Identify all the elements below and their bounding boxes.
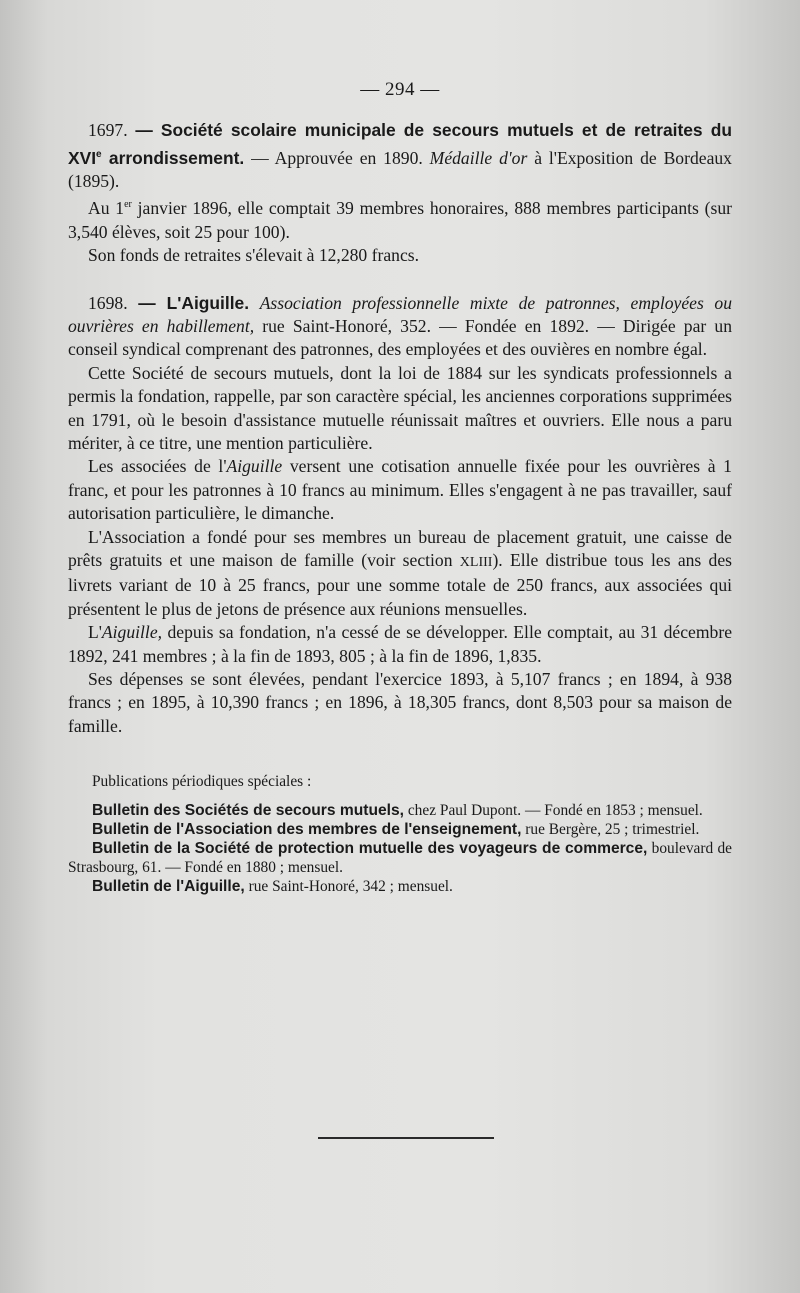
entry-1697-para1-rest: janvier 1896, elle comptait 39 membres honoraires, 888 membres participants (sur 3,540 élèves, soit 25 pour 100). xyxy=(68,198,732,242)
publication-title: Bulletin de la Société de protection mutuelle des voyageurs de commerce, xyxy=(92,840,648,858)
publications-section xyxy=(68,772,732,896)
entry-1698-subtitle: Association professionnelle mixte de patronnes, employées ou ouvrières en habillement, xyxy=(68,292,733,336)
publication-item xyxy=(68,877,732,896)
publication-details: rue Bergère, 25 ; trimestriel. xyxy=(525,821,700,839)
entry-1698-para3-after: ). Elle distribue tous les ans des livrets variant de 10 à 25 francs, pour une somme totale de 250 francs, aux associées qui présentent le plus de jetons de présence aux réunions mensuelles. xyxy=(68,549,732,619)
publication-details: boulevard de Strasbourg, 61. — Fondé en 1880 ; mensuel. xyxy=(68,840,732,877)
entry-1698-para4-rest: depuis sa fondation, n'a cessé de se développer. Elle comptait, au 31 décembre 1892, 241 membres ; à la fin de 1893, 805 ; à la fin de 1896, 1,835. xyxy=(68,622,732,666)
entry-1697-title-text: — Société scolaire municipale de secours mutuels et de retraites du XVI xyxy=(68,120,733,168)
entry-1697-medal-rest: à l'Exposition de Bordeaux (1895). xyxy=(68,147,732,192)
publication-title: Bulletin de l'Aiguille, xyxy=(92,878,245,896)
publication-details: chez Paul Dupont. — Fondé en 1853 ; mensuel. xyxy=(407,802,703,820)
entry-1698-para2-start: Les associées de l' xyxy=(88,456,227,477)
entry-1697-para1-start: Au 1 xyxy=(88,198,125,219)
publication-title: Bulletin des Sociétés de secours mutuels, xyxy=(92,802,404,820)
page-content xyxy=(68,78,732,896)
entry-1697-title-end: arrondissement. xyxy=(108,147,245,168)
entry-1698-paragraph-5: Ses dépenses se sont élevées, pendant l'exercice 1893, à 5,107 francs ; en 1894, à 938 francs ; en 1895, à 10,390 francs ; en 1896, à 18,305 francs, dont 8,503 pour sa maison de famille. xyxy=(68,669,732,736)
entry-1698-para2-italic: Aiguille xyxy=(226,456,283,477)
entry-1698-section-ref: XLIII xyxy=(459,554,493,570)
entry-1697-number: 1697. xyxy=(88,120,128,141)
entry-1698-head-rest: rue Saint-Honoré, 352. — Fondée en 1892. — Dirigée par un conseil syndical comprenant des patronnes, des employées et des ouvières en nombre égal. xyxy=(68,315,732,360)
entry-1698-para2-rest: versent une cotisation annuelle fixée pour les ouvrières à 1 franc, et pour les patronnes à 10 francs au minimum. Elles s'engagent à ne pas travailler, sauf autorisation particulière, le dimanche. xyxy=(68,456,732,524)
entry-1697-approved: — Approuvée en 1890. xyxy=(251,147,423,168)
entry-1697-heading xyxy=(68,119,732,193)
entry-1697-para1-sup: er xyxy=(124,199,132,211)
entry-1698-paragraph-1: Cette Société de secours mutuels, dont la loi de 1884 sur les syndicats professionnels a permis la fondation, rappelle, par son caractère spécial, les anciennes corporations supprimées en 1791, où le besoin d'assistance mutuelle réunissait maîtres et ouvriers. Elle nous a paru mériter, à ce titre, une mention particulière. xyxy=(68,362,732,453)
publication-item xyxy=(68,820,732,839)
entry-1698-paragraph-3 xyxy=(68,526,732,622)
entry-1698-title: — L'Aiguille. xyxy=(138,292,250,313)
entry-1698 xyxy=(68,292,732,739)
entry-1697-medal: Médaille d'or xyxy=(429,147,528,168)
entry-1697-paragraph xyxy=(68,193,732,244)
entry-1698-paragraph-2 xyxy=(68,455,732,525)
publication-item xyxy=(68,839,732,877)
entry-1697 xyxy=(68,119,732,267)
publication-details: rue Saint-Honoré, 342 ; mensuel. xyxy=(248,878,453,896)
entry-1698-heading xyxy=(68,292,732,362)
publications-heading: Publications périodiques spéciales : xyxy=(92,773,312,791)
entry-1697-paragraph-2: Son fonds de retraites s'élevait à 12,280 francs. xyxy=(88,245,419,266)
entry-1698-para4-start: L' xyxy=(88,622,102,643)
entry-1698-number: 1698. xyxy=(88,292,128,313)
publication-item xyxy=(68,801,732,820)
entry-1698-para3-start: L'Association a fondé pour ses membres un bureau de placement gratuit, une caisse de prêts gratuits et une maison de famille (voir section xyxy=(68,526,732,570)
entry-1698-para4-italic: Aiguille, xyxy=(101,622,163,643)
page-number: — 294 — xyxy=(360,79,440,100)
entry-1698-paragraph-4 xyxy=(68,621,732,668)
publication-title: Bulletin de l'Association des membres de l'enseignement, xyxy=(92,821,522,839)
closing-rule xyxy=(318,1137,494,1139)
entry-1697-title-sup: e xyxy=(96,148,102,160)
